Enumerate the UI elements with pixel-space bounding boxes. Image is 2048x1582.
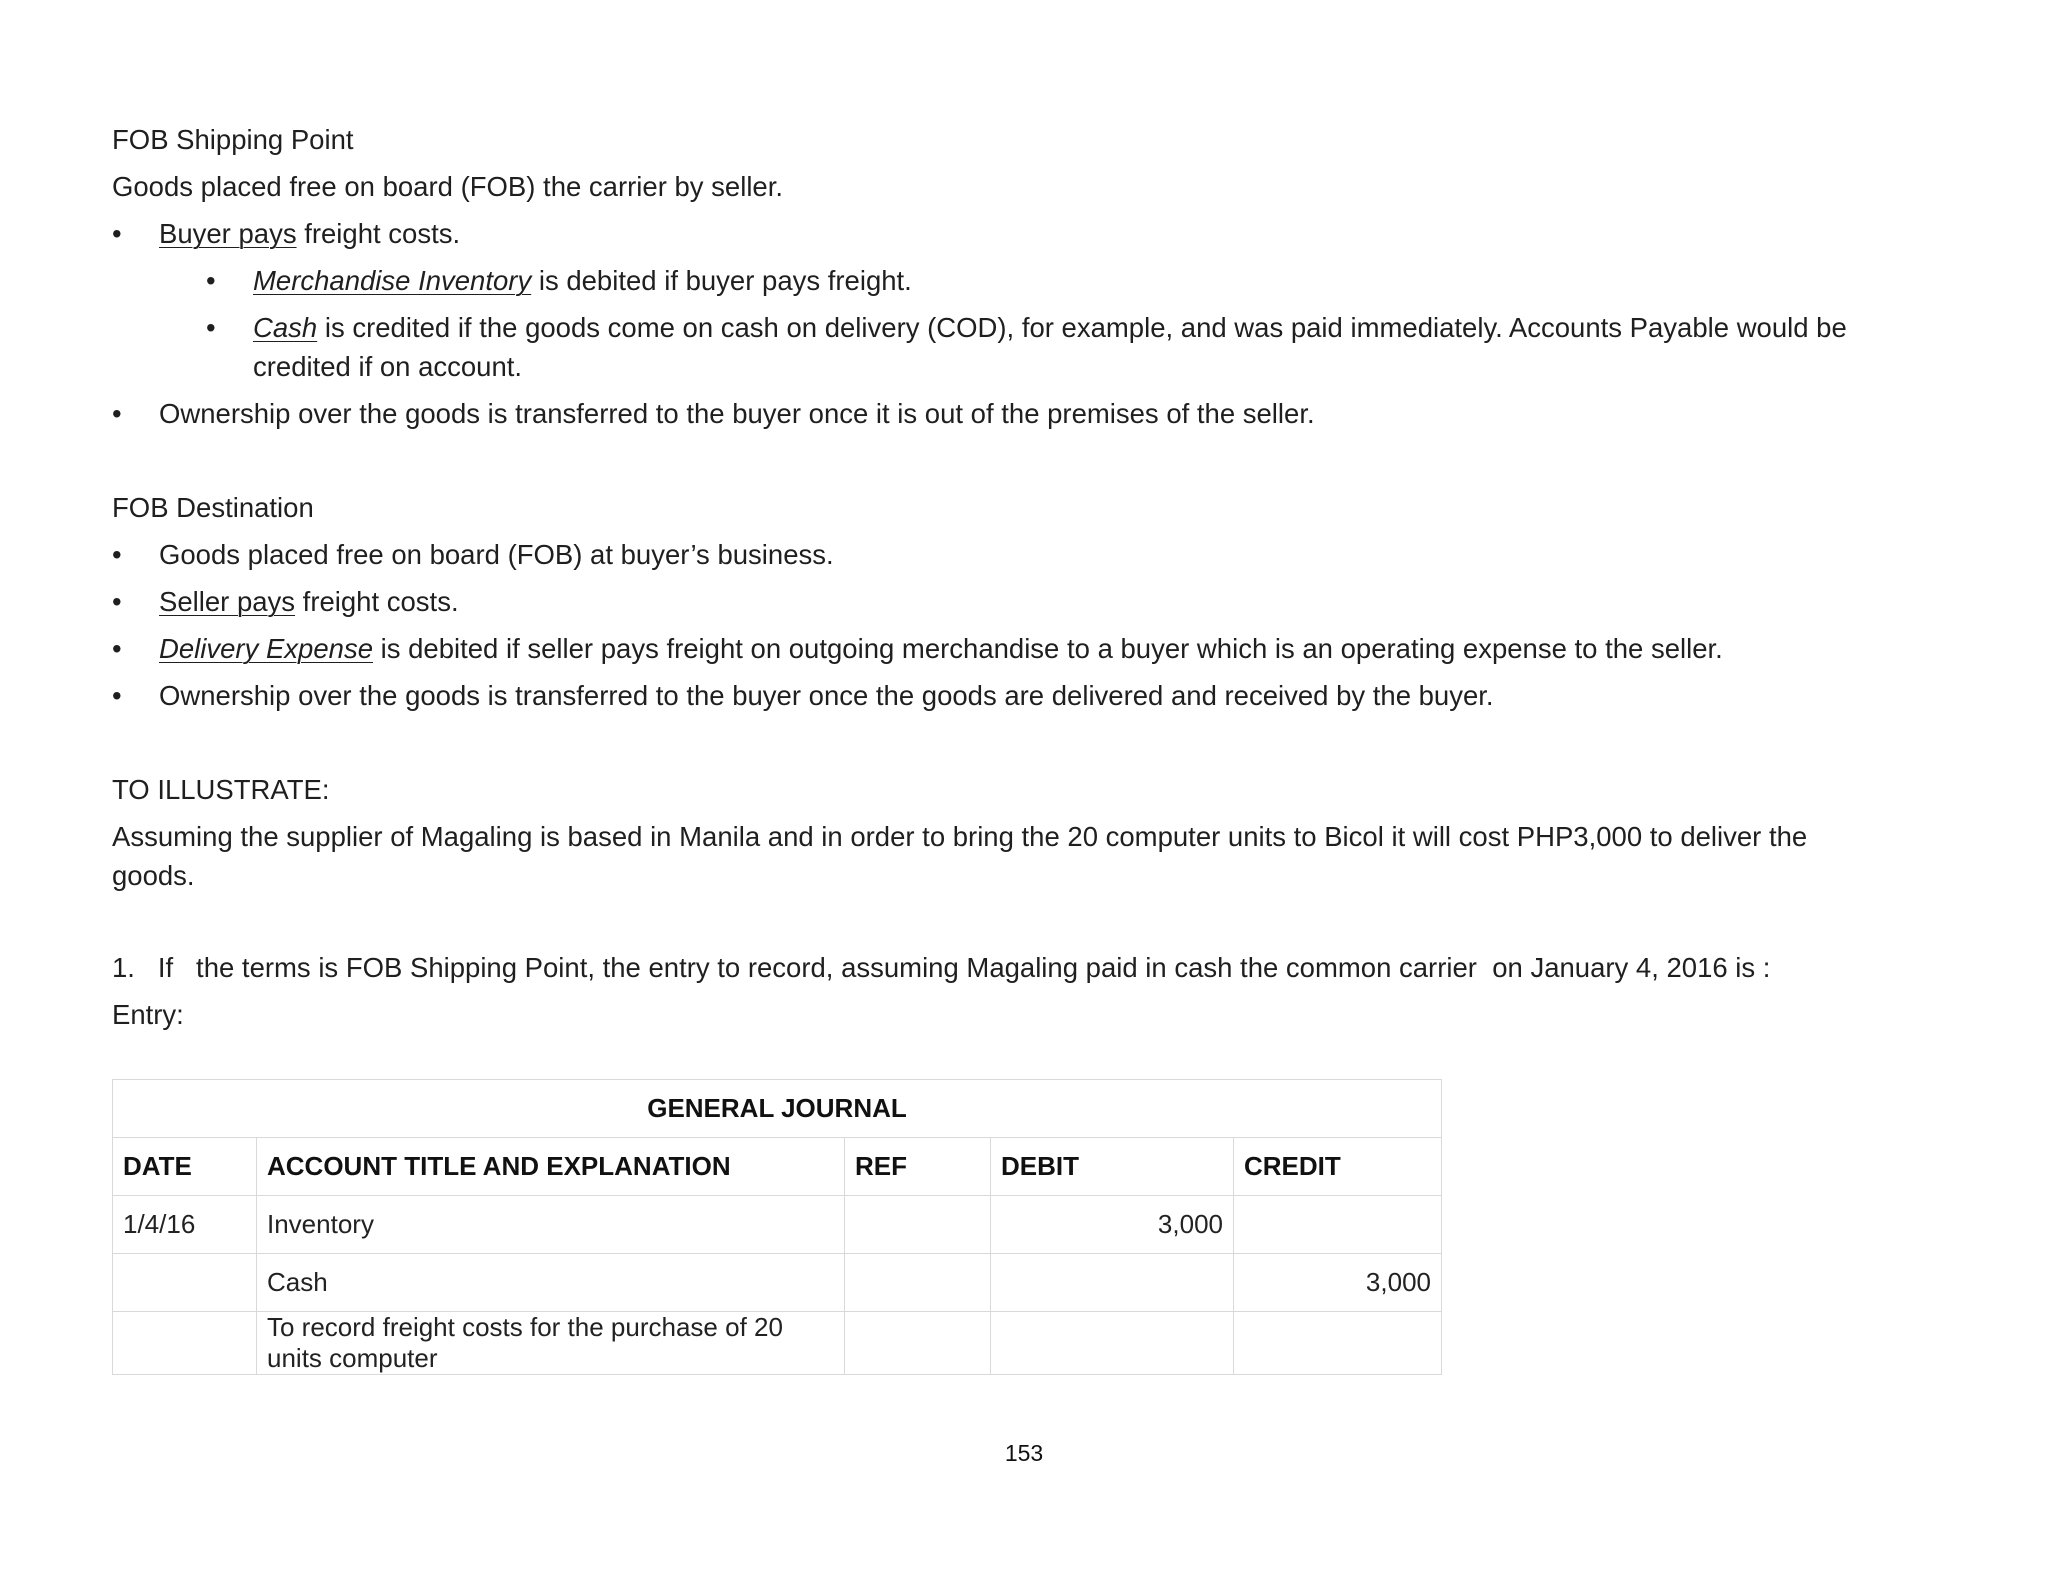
- sub-1-rest: is debited if buyer pays freight.: [531, 265, 912, 296]
- fob-destination-bullet-1: Goods placed free on board (FOB) at buyer’s business.: [159, 539, 834, 570]
- header-debit: DEBIT: [991, 1138, 1234, 1196]
- cash-text: Cash: [253, 312, 318, 343]
- header-date: DATE: [113, 1138, 257, 1196]
- bullet-icon: •: [206, 265, 216, 296]
- row-date: [113, 1254, 257, 1312]
- row-ref: [845, 1254, 991, 1312]
- fob-destination-bullet-2: [159, 583, 459, 621]
- row-credit: [1234, 1196, 1442, 1254]
- header-ref: REF: [845, 1138, 991, 1196]
- sub-2-rest: is credited if the goods come on cash on delivery (COD), for example, and was paid immediately. Accounts Payable would be: [317, 312, 1847, 343]
- buyer-pays-text: Buyer pays: [159, 218, 297, 249]
- bullet-icon: •: [112, 539, 122, 570]
- table-row: [113, 1196, 1442, 1254]
- row-date: [113, 1312, 257, 1375]
- row-debit: [991, 1312, 1234, 1375]
- row-debit: 3,000: [991, 1196, 1234, 1254]
- row-account: Inventory: [257, 1196, 845, 1254]
- illustrate-line-2: goods.: [112, 860, 195, 891]
- general-journal-table: [112, 1079, 1442, 1375]
- merchandise-inventory-text: Merchandise Inventory: [253, 265, 532, 296]
- illustrate-line-1: Assuming the supplier of Magaling is based in Manila and in order to bring the 20 computer units to Bicol it will cost PHP3,000 to deliver the: [112, 821, 1808, 852]
- bullet-icon: •: [112, 633, 122, 664]
- fob-shipping-sub-2-cont: credited if on account.: [253, 351, 523, 382]
- row-account: Cash: [257, 1254, 845, 1312]
- row-credit: [1234, 1312, 1442, 1375]
- bullet-icon: •: [112, 398, 122, 429]
- header-account: ACCOUNT TITLE AND EXPLANATION: [257, 1138, 845, 1196]
- fob-shipping-intro: Goods placed free on board (FOB) the carrier by seller.: [112, 171, 784, 202]
- fob-shipping-sub-1: [253, 262, 912, 300]
- fob-shipping-bullet-2: Ownership over the goods is transferred to the buyer once it is out of the premises of the seller.: [159, 398, 1315, 429]
- row-ref: [845, 1196, 991, 1254]
- row-date: 1/4/16: [113, 1196, 257, 1254]
- delivery-expense-text: Delivery Expense: [159, 633, 373, 664]
- seller-pays-text: Seller pays: [159, 586, 296, 617]
- table-row: [113, 1312, 1442, 1375]
- journal-title-row: [113, 1080, 1442, 1138]
- fob-destination-heading: FOB Destination: [112, 492, 314, 523]
- row-credit: 3,000: [1234, 1254, 1442, 1312]
- bullet-3-rest: is debited if seller pays freight on outgoing merchandise to a buyer which is an operating expense to the seller.: [372, 633, 1723, 664]
- page-number: 153: [1004, 1440, 1044, 1466]
- fob-shipping-bullet-1: [159, 215, 460, 253]
- row-ref: [845, 1312, 991, 1375]
- bullet-2-rest: freight costs.: [295, 586, 459, 617]
- fob-shipping-heading: FOB Shipping Point: [112, 124, 354, 155]
- row-explanation: To record freight costs for the purchase of 20 units computer: [257, 1312, 845, 1375]
- entry-label: Entry:: [112, 999, 184, 1030]
- bullet-icon: •: [112, 586, 122, 617]
- illustrate-heading: TO ILLUSTRATE:: [112, 774, 330, 805]
- journal-title: GENERAL JOURNAL: [113, 1080, 1442, 1138]
- row-debit: [991, 1254, 1234, 1312]
- fob-destination-bullet-4: Ownership over the goods is transferred to the buyer once the goods are delivered and received by the buyer.: [159, 680, 1494, 711]
- fob-shipping-sub-2: [253, 309, 1847, 347]
- bullet-icon: •: [112, 680, 122, 711]
- bullet-icon: •: [112, 218, 122, 249]
- table-row: [113, 1254, 1442, 1312]
- header-credit: CREDIT: [1234, 1138, 1442, 1196]
- journal-header-row: [113, 1138, 1442, 1196]
- fob-destination-bullet-3: [159, 630, 1723, 668]
- bullet-1-rest: freight costs.: [296, 218, 461, 249]
- illustrate-item-1: 1. If the terms is FOB Shipping Point, the entry to record, assuming Magaling paid in cash the common carrier on January 4, 2016 is :: [112, 952, 1771, 983]
- bullet-icon: •: [206, 312, 216, 343]
